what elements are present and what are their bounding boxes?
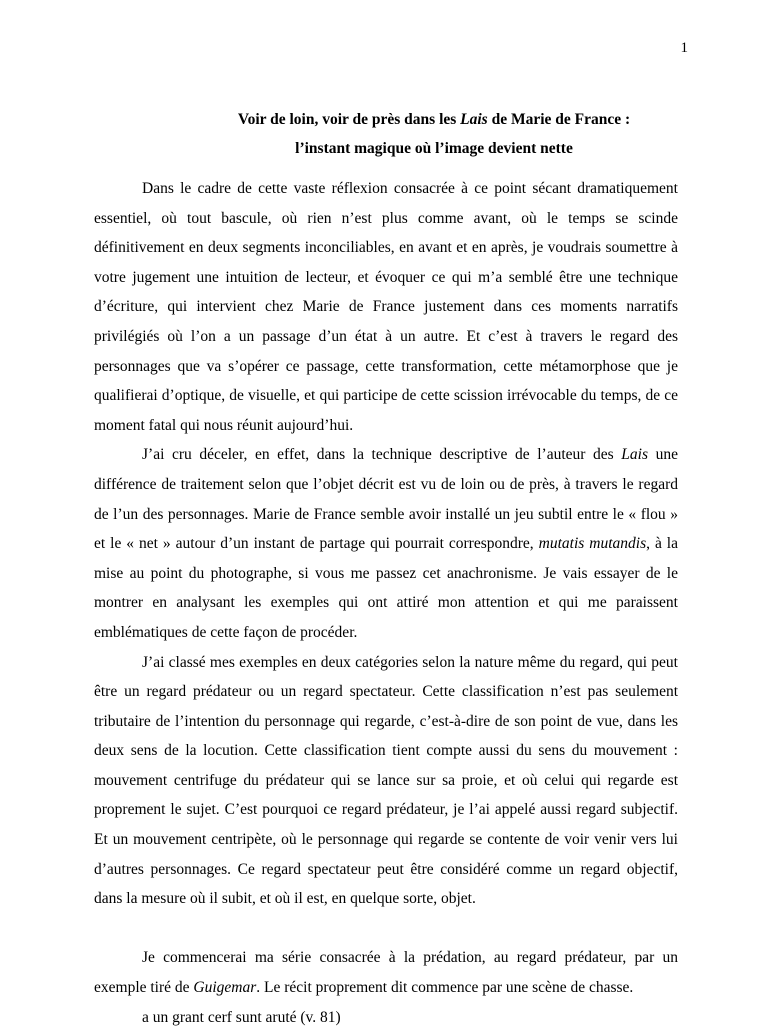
paragraph-1: Dans le cadre de cette vaste réflexion consacrée à ce point sécant dramatiquement essentiel, où tout bascule, où rien n’est plus comme avant, où le temps se scinde définitivement en deux segments inconciliables, en avant et en après, je voudrais soumettre à votre jugement une intuition de lecteur, et évoquer ce qui m’a semblé être une technique d’écriture, qui intervient chez Marie de France justement dans ces moments narratifs privilégiés où l’on a un passage d’un état à un autre. Et c’est à travers le regard des personnages que va s’opérer ce passage, cette transformation, cette métamorphose que je qualifierai d’optique, de visuelle, et qui participe de cette scission irrévocable du temps, de ce moment fatal qui nous réunit aujourd’hui. <box>94 180 678 434</box>
paragraph-4: Je commencerai ma série consacrée à la prédation, au regard prédateur, par un exemple tiré de Guigemar. Le récit proprement dit commence par une scène de chasse. <box>94 949 678 997</box>
page-number: 1 <box>680 40 688 56</box>
document-body <box>94 174 678 1032</box>
italic-mutatis-mutandis: mutatis mutandis <box>538 535 647 553</box>
title-line-2: l’instant magique où l’image devient nette <box>295 140 573 157</box>
document-title <box>0 105 768 163</box>
italic-guigemar: Guigemar <box>193 979 257 997</box>
paragraph-2: J’ai cru déceler, en effet, dans la technique descriptive de l’auteur des Lais une différence de traitement selon que l’objet décrit est vu de loin ou de près, à travers le regard de l’un des personnages. Marie de France semble avoir installé un jeu subtil entre le « flou » et le « net » autour d’un instant de partage qui pourrait correspondre, mutatis mutandis, à la mise au point du photographe, si vous me passez cet anachronisme. Je vais essayer de le montrer en analysant les exemples qui ont attiré mon attention et qui me paraissent emblématiques de cette façon de procéder. <box>94 446 678 641</box>
title-italic-lais: Lais <box>460 111 488 128</box>
paragraph-3: J’ai classé mes exemples en deux catégories selon la nature même du regard, qui peut être un regard prédateur ou un regard spectateur. Cette classification n’est pas seulement tributaire de l’intention du personnage qui regarde, c’est-à-dire de son point de vue, dans les deux sens de la locution. Cette classification tient compte aussi du sens du mouvement : mouvement centrifuge du prédateur qui se lance sur sa proie, et où celui qui regarde est proprement le sujet. C’est pourquoi ce regard prédateur, je l’ai appelé aussi regard subjectif. Et un mouvement centripète, où le personnage qui regarde se contente de voir venir vers lui d’autres personnages. Ce regard spectateur peut être considéré comme un regard objectif, dans la mesure où il subit, et où il est, en quelque sorte, objet. <box>94 653 678 908</box>
italic-lais: Lais <box>621 446 648 464</box>
verse-quote: a un grant cerf sunt aruté (v. 81) <box>142 1008 341 1026</box>
title-line-1: Voir de loin, voir de près dans les Lais de Marie de France : <box>237 111 631 128</box>
